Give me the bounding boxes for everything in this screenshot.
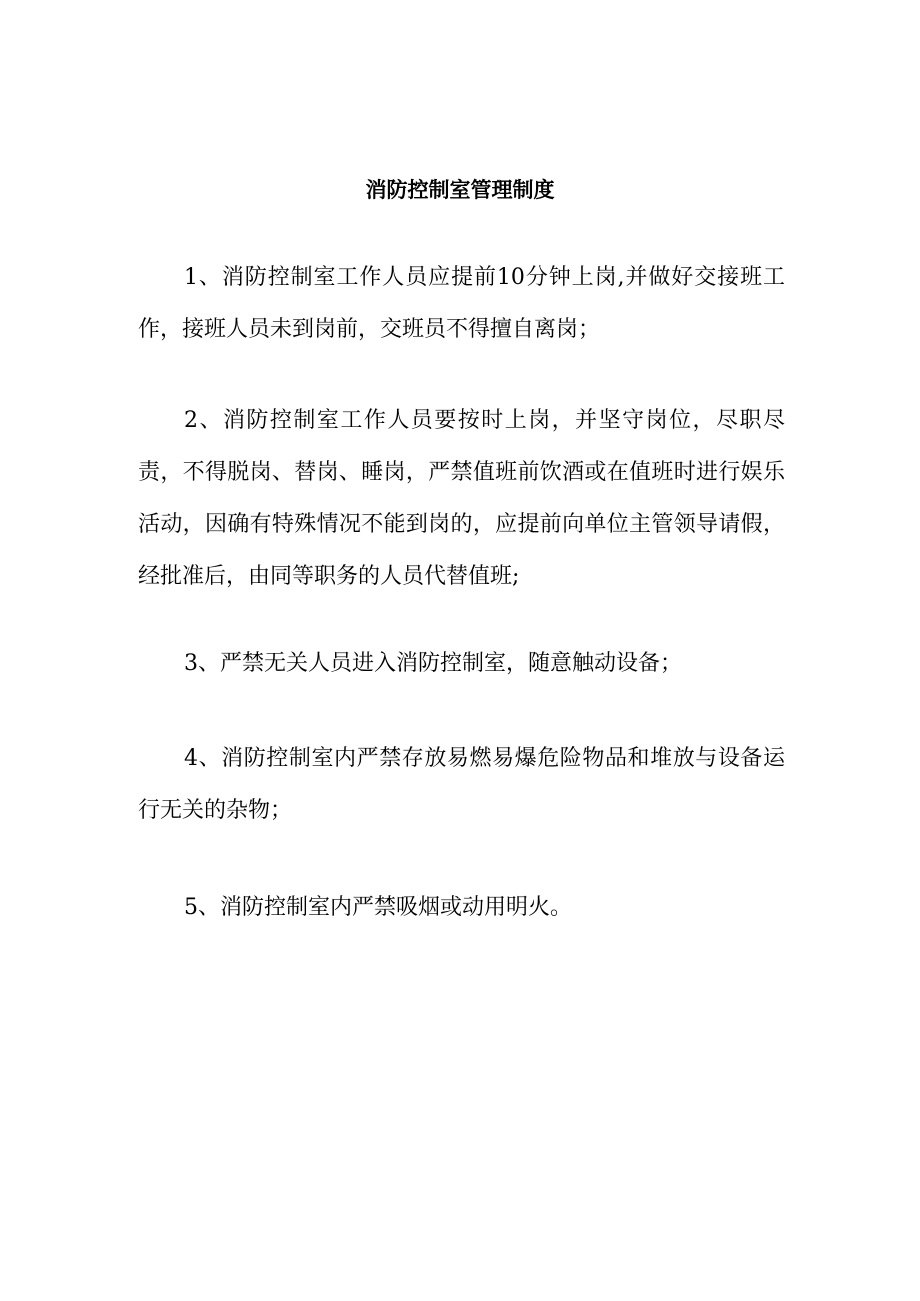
clause-4: 4、消防控制室内严禁存放易燃易爆危险物品和堆放与设备运行无关的杂物； [138,746,785,823]
clause-5: 5、消防控制室内严禁吸烟或动用明火。 [184,895,572,920]
clause-1: 1、消防控制室工作人员应提前10分钟上岗,并做好交接班工作，接班人员未到岗前，交班员不得擅自离岗； [138,265,785,342]
clause-3: 3、严禁无关人员进入消防控制室，随意触动设备； [184,651,682,676]
clause-2: 2、消防控制室工作人员要按时上岗，并坚守岗位，尽职尽责，不得脱岗、替岗、睡岗，严禁值班前饮酒或在值班时进行娱乐活动，因确有特殊情况不能到岗的，应提前向单位主管领导请假，经批准后，由同等职务的人员代替值班; [138,408,785,589]
document-title: 消防控制室管理制度 [365,177,555,202]
